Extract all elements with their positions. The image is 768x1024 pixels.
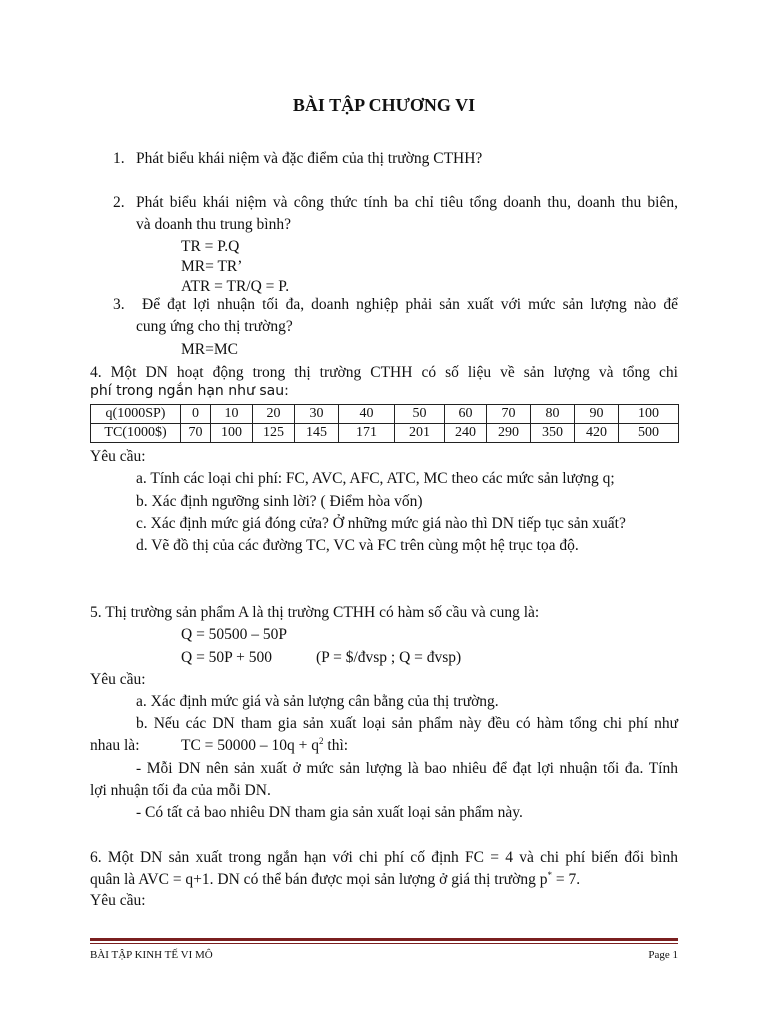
q4-requirements-label: Yêu cầu: [90,448,146,465]
q5-units: (P = $/đvsp ; Q = đvsp) [316,649,462,666]
q6-line-2 [90,869,580,891]
q4-item-a: a. Tính các loại chi phí: FC, AVC, AFC, ATC, MC theo các mức sản lượng q; [136,470,615,487]
q5-cost-formula-exponent: 2 [319,735,324,746]
q5-requirements-label: Yêu cầu: [90,671,146,688]
table-row-total-cost [91,424,679,443]
q5-cost-formula-text: TC = 50000 – 10q + q [181,737,320,754]
table-cell: 10 [211,405,253,424]
q6-price-asterisk: * [547,869,552,880]
table-cell: 290 [487,424,531,443]
q3-line-2: cung ứng cho thị trường? [136,318,293,335]
q4-item-b: b. Xác định ngưỡng sinh lời? ( Điểm hòa vốn) [136,493,423,510]
q4-item-c: c. Xác định mức giá đóng cửa? Ở những mức giá nào thì DN tiếp tục sản xuất? [136,515,626,532]
table-cell: 171 [339,424,395,443]
q5-dash-1-line-1: - Mỗi DN nên sản xuất ở mức sản lượng là bao nhiêu để đạt lợi nhuận tối đa. Tính [136,760,678,777]
cost-table [90,404,679,443]
table-cell: 20 [253,405,295,424]
table-cell: 80 [531,405,575,424]
table-header-cell: q(1000SP) [91,405,181,424]
q6-line-2-suffix: = 7. [551,871,581,888]
q5-item-b-line-1: b. Nếu các DN tham gia sản xuất loại sản phẩm này đều có hàm tổng chi phí như [136,715,678,732]
q5-line-1: 5. Thị trường sản phẩm A là thị trường CTHH có hàm số cầu và cung là: [90,604,540,621]
q5-cost-formula-suffix: thì: [323,737,349,754]
q3-number: 3. [113,296,125,313]
table-cell: 40 [339,405,395,424]
table-cell: 100 [619,405,679,424]
table-cell: 145 [295,424,339,443]
q5-supply-formula: Q = 50P + 500 [181,649,272,666]
q3-formula: MR=MC [181,341,238,358]
q5-demand-formula: Q = 50500 – 50P [181,626,288,643]
q2-formula-tr: TR = P.Q [181,238,240,255]
footer-rule-thick [90,938,678,941]
table-cell: 30 [295,405,339,424]
table-cell: 420 [575,424,619,443]
page-number: Page 1 [648,949,678,961]
q2-formula-atr: ATR = TR/Q = P. [181,278,290,295]
q6-requirements-label: Yêu cầu: [90,892,146,909]
q1-text: Phát biểu khái niệm và đặc điểm của thị trường CTHH? [136,150,483,167]
table-cell: 350 [531,424,575,443]
table-row-quantity [91,405,679,424]
q2-line-2: và doanh thu trung bình? [136,216,291,233]
q5-dash-2: - Có tất cả bao nhiêu DN tham gia sản xuất loại sản phẩm này. [136,804,523,821]
q6-line-2-text: quân là AVC = q+1. DN có thể bán được mọi sản lượng ở giá thị trường p [90,871,548,888]
q5-dash-1-line-2: lợi nhuận tối đa của mỗi DN. [90,782,271,799]
table-cell: 0 [181,405,211,424]
q4-line-1 [90,362,678,384]
table-cell: 125 [253,424,295,443]
q6-line-1: 6. Một DN sản xuất trong ngắn hạn với chi phí cố định FC = 4 và chi phí biến đổi bình [90,849,678,866]
table-cell: 240 [445,424,487,443]
q4-line-1-text: 4. Một DN hoạt động trong thị trường CTHH có số liệu về sản lượng và tổng chi [90,364,678,381]
q1-number: 1. [113,150,125,167]
q2-line-1: Phát biểu khái niệm và công thức tính ba chỉ tiêu tổng doanh thu, doanh thu biên, [136,194,678,211]
table-cell: 90 [575,405,619,424]
q3-line-1: Để đạt lợi nhuận tối đa, doanh nghiệp phải sản xuất với mức sản lượng nào để [142,296,678,313]
footer-title: BÀI TẬP KINH TẾ VI MÔ [90,949,213,961]
q5-item-a: a. Xác định mức giá và sản lượng cân bằng của thị trường. [136,693,499,710]
table-cell: 500 [619,424,679,443]
q2-number: 2. [113,194,125,211]
q2-formula-mr: MR= TR’ [181,258,243,275]
table-header-cell: TC(1000$) [91,424,181,443]
q5-cost-formula [181,735,348,757]
table-cell: 60 [445,405,487,424]
table-cell: 70 [487,405,531,424]
page-title: BÀI TẬP CHƯƠNG VI [292,95,476,115]
q4-item-d: d. Vẽ đồ thị của các đường TC, VC và FC trên cùng một hệ trục tọa độ. [136,537,579,554]
q5-item-b-line-2-prefix: nhau là: [90,737,140,754]
table-cell: 70 [181,424,211,443]
table-cell: 100 [211,424,253,443]
table-cell: 50 [395,405,445,424]
q4-line-2: phí trong ngắn hạn như sau: [90,383,289,399]
table-cell: 201 [395,424,445,443]
footer-rule-thin [90,943,678,944]
